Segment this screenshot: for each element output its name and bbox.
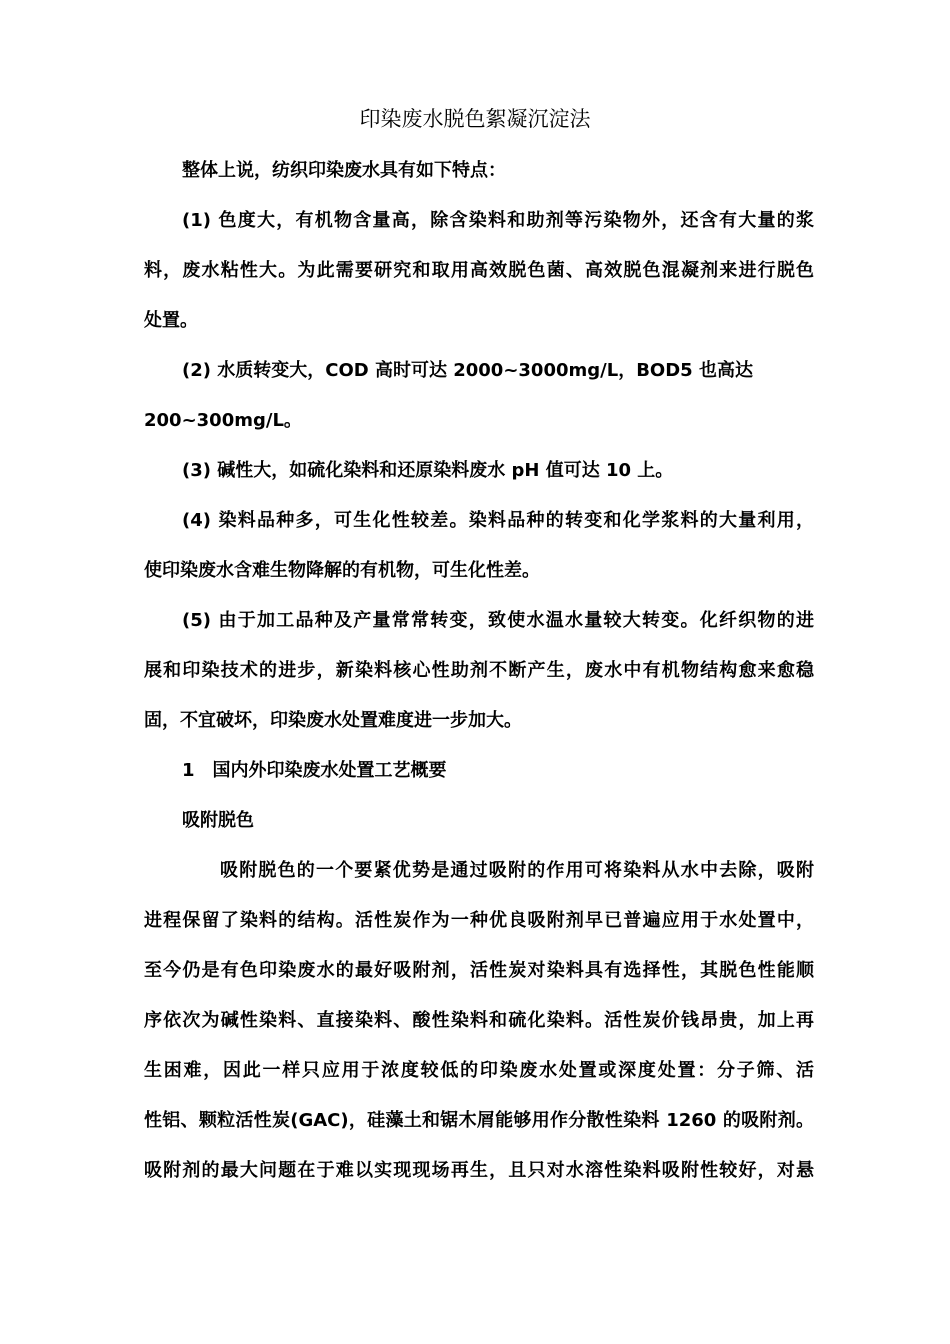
paragraph-line: (5) 由于加工品种及产量常常转变，致使水温水量较大转变。化纤织物的进 (182, 610, 814, 631)
paragraph-line: 序依次为碱性染料、直接染料、酸性染料和硫化染料。活性炭价钱昂贵，加上再 (144, 1010, 814, 1031)
paragraph-line: 性铝、颗粒活性炭(GAC)，硅藻土和锯木屑能够用作分散性染料 1260 的吸附剂。 (144, 1110, 814, 1131)
paragraph-line: 吸附剂的最大问题在于难以实现现场再生，且只对水溶性染料吸附性较好，对悬 (144, 1160, 814, 1181)
paragraph-line: 处置。 (144, 310, 198, 331)
subsection-heading: 吸附脱色 (182, 810, 254, 831)
paragraph-line: 200~300mg/L。 (144, 410, 302, 431)
paragraph-line: 使印染废水含难生物降解的有机物，可生化性差。 (144, 560, 540, 581)
paragraph-line: (3) 碱性大，如硫化染料和还原染料废水 pH 值可达 10 上。 (182, 460, 674, 481)
paragraph-line: (1) 色度大，有机物含量高，除含染料和助剂等污染物外，还含有大量的浆 (182, 210, 814, 231)
paragraph-line: 固，不宜破坏，印染废水处置难度进一步加大。 (144, 710, 522, 731)
document-title: 印染废水脱色絮凝沉淀法 (359, 107, 591, 131)
paragraph-line: (2) 水质转变大，COD 高时可达 2000~3000mg/L，BOD5 也高达 (182, 360, 753, 381)
paragraph-line: (4) 染料品种多，可生化性较差。染料品种的转变和化学浆料的大量利用， (182, 510, 814, 531)
intro-line: 整体上说，纺织印染废水具有如下特点： (182, 160, 506, 181)
paragraph-line: 展和印染技术的进步，新染料核心性助剂不断产生，废水中有机物结构愈来愈稳 (144, 660, 814, 681)
paragraph-line: 至今仍是有色印染废水的最好吸附剂，活性炭对染料具有选择性，其脱色性能顺 (144, 960, 814, 981)
section-heading: 1 国内外印染废水处置工艺概要 (182, 760, 447, 781)
paragraph-line: 料，废水粘性大。为此需要研究和取用高效脱色菌、高效脱色混凝剂来进行脱色 (144, 260, 814, 281)
paragraph-line: 进程保留了染料的结构。活性炭作为一种优良吸附剂早已普遍应用于水处置中， (144, 910, 814, 931)
paragraph-line: 吸附脱色的一个要紧优势是通过吸附的作用可将染料从水中去除，吸附 (220, 860, 814, 881)
paragraph-line: 生困难，因此一样只应用于浓度较低的印染废水处置或深度处置：分子筛、活 (144, 1060, 814, 1081)
